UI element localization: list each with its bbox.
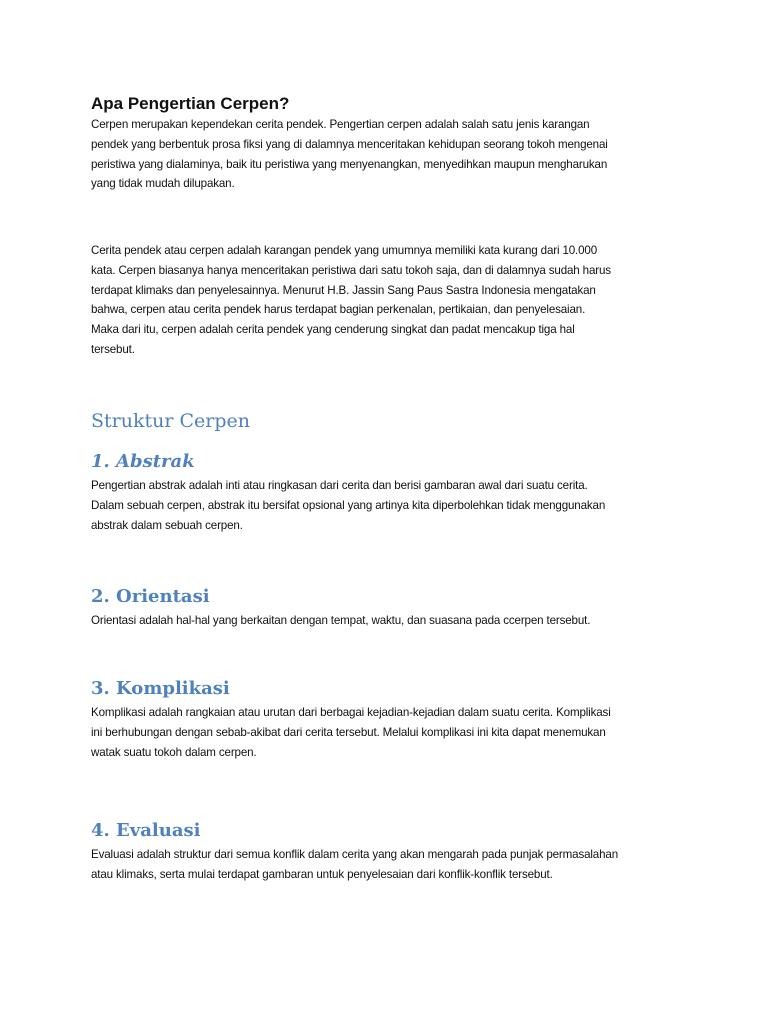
paragraph-line: bahwa, cerpen atau cerita pendek harus terdapat bagian perkenalan, pertikaian, dan penyelesaian. xyxy=(91,303,586,317)
paragraph-line: Cerita pendek atau cerpen adalah karangan pendek yang umumnya memiliki kata kurang dari 10.000 xyxy=(91,244,598,257)
section-orientasi xyxy=(91,585,590,631)
section-heading: 4. Evaluasi xyxy=(91,820,201,841)
paragraph-line: atau klimaks, serta mulai terdapat gambaran untuk penyelesaian dari konflik-konflik tersebut. xyxy=(91,867,553,881)
paragraph-line: abstrak dalam sebuah cerpen. xyxy=(91,518,243,532)
paragraph-line: peristiwa yang dialaminya, baik itu peristiwa yang menyenangkan, menyedihkan maupun mengharukan xyxy=(91,157,608,171)
structure-heading: Struktur Cerpen xyxy=(91,410,250,432)
page-title: Apa Pengertian Cerpen? xyxy=(91,94,290,113)
paragraph-line: yang tidak mudah dilupakan. xyxy=(91,177,235,191)
section-komplikasi xyxy=(91,677,611,762)
paragraph-line: Evaluasi adalah struktur dari semua konflik dalam cerita yang akan mengarah pada punjak permasalahan xyxy=(91,848,619,861)
section-evaluasi xyxy=(91,819,618,885)
paragraph-line: watak suatu tokoh dalam cerpen. xyxy=(91,745,257,759)
section-heading: 2. Orientasi xyxy=(91,586,210,607)
paragraph-line: pendek yang berbentuk prosa fiksi yang di dalamnya menceritakan kehidupan seorang tokoh mengenai xyxy=(91,137,608,151)
paragraph-line: Maka dari itu, cerpen adalah cerita pendek yang cenderung singkat dan padat mencakup tiga hal xyxy=(91,323,575,337)
paragraph-line: Pengertian abstrak adalah inti atau ringkasan dari cerita dan berisi gambaran awal dari suatu cerita. xyxy=(91,479,588,492)
intro-section xyxy=(91,93,608,194)
paragraph-line: kata. Cerpen biasanya hanya menceritakan peristiwa dari satu tokoh saja, dan di dalamnya sudah harus xyxy=(91,263,611,277)
paragraph-line: Komplikasi adalah rangkaian atau urutan dari berbagai kejadian-kejadian dalam suatu cerita. Komplikasi xyxy=(91,706,611,719)
section-heading: 3. Komplikasi xyxy=(91,678,230,699)
section-heading: 1. Abstrak xyxy=(91,451,195,472)
paragraph-line: tersebut. xyxy=(91,342,135,356)
paragraph-line: Dalam sebuah cerpen, abstrak itu bersifat opsional yang artinya kita diperbolehkan tidak menggunakan xyxy=(91,498,606,512)
paragraph-line: ini berhubungan dengan sebab-akibat dari cerita tersebut. Melalui komplikasi ini kita dapat menemukan xyxy=(91,725,606,739)
paragraph-line: Cerpen merupakan kependekan cerita pendek. Pengertian cerpen adalah salah satu jenis karangan xyxy=(91,118,590,131)
paragraph-line: terdapat klimaks dan penyelesainnya. Menurut H.B. Jassin Sang Paus Sastra Indonesia mengatakan xyxy=(91,283,596,297)
section-abstrak xyxy=(91,450,605,535)
paragraph-line: Orientasi adalah hal-hal yang berkaitan dengan tempat, waktu, dan suasana pada ccerpen tersebut. xyxy=(91,614,591,627)
definition-paragraph xyxy=(91,241,611,360)
